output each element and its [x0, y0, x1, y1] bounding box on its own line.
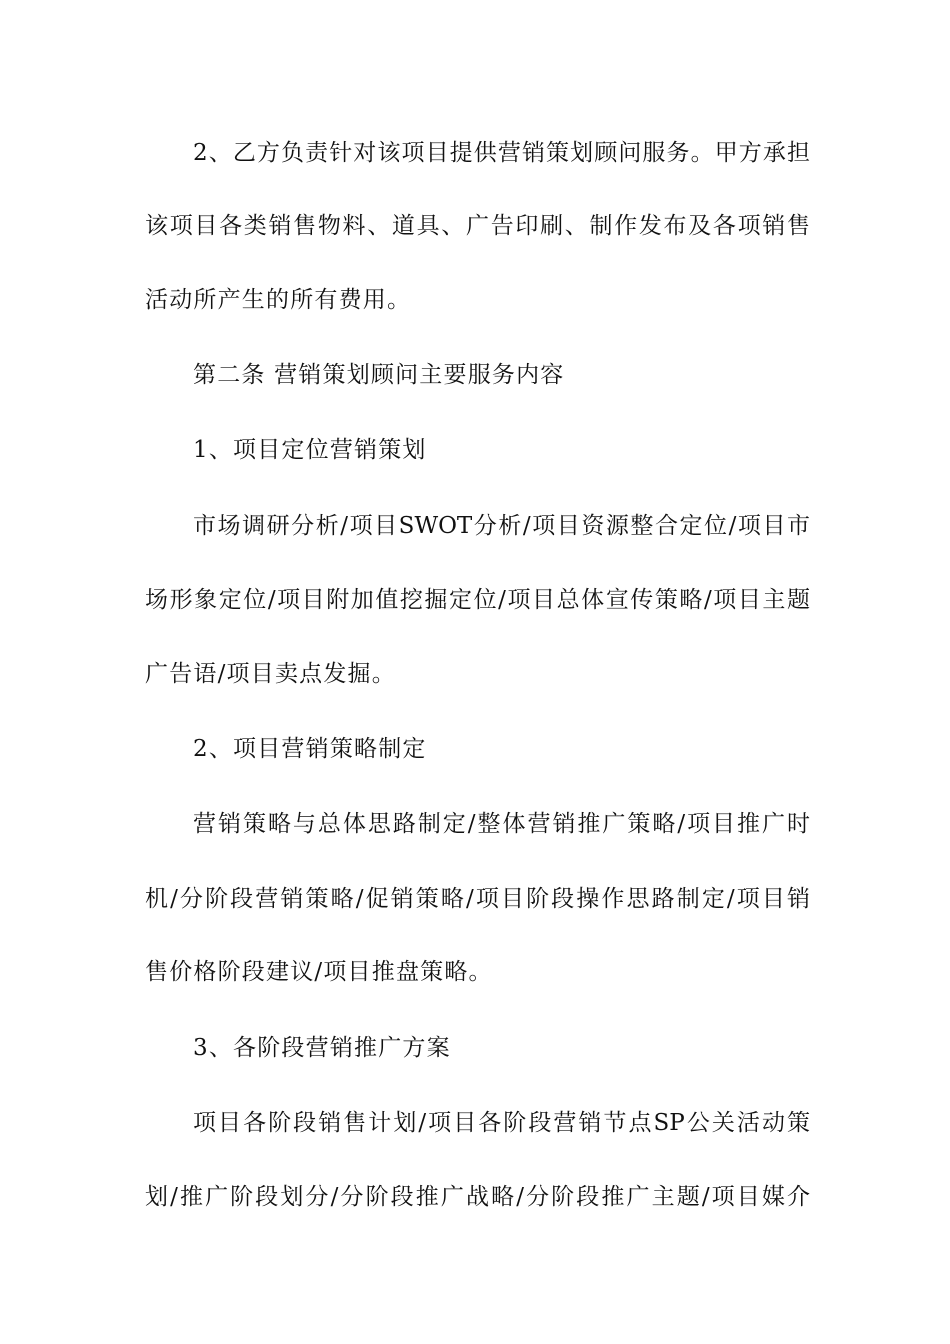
section-heading: 2、项目营销策略制定: [193, 736, 427, 762]
paragraph-line: 广告语/项目卖点发掘。: [145, 661, 396, 687]
paragraph-line: 售价格阶段建议/项目推盘策略。: [145, 959, 493, 985]
article-heading: 第二条 营销策划顾问主要服务内容: [193, 362, 565, 388]
paragraph-line: 项目各阶段销售计划/项目各阶段营销节点SP公关活动策: [193, 1110, 810, 1136]
paragraph-line: 机/分阶段营销策略/促销策略/项目阶段操作思路制定/项目销: [145, 886, 810, 912]
paragraph-line: 活动所产生的所有费用。: [145, 287, 412, 313]
paragraph-line: 2、乙方负责针对该项目提供营销策划顾问服务。甲方承担: [193, 140, 810, 166]
paragraph-line: 该项目各类销售物料、道具、广告印刷、制作发布及各项销售: [145, 213, 810, 239]
paragraph-line: 划/推广阶段划分/分阶段推广战略/分阶段推广主题/项目媒介: [145, 1184, 810, 1210]
section-heading: 3、各阶段营销推广方案: [193, 1035, 451, 1061]
paragraph-line: 营销策略与总体思路制定/整体营销推广策略/项目推广时: [193, 811, 810, 837]
section-heading: 1、项目定位营销策划: [193, 437, 427, 463]
paragraph-line: 场形象定位/项目附加值挖掘定位/项目总体宣传策略/项目主题: [145, 587, 810, 613]
paragraph-line: 市场调研分析/项目SWOT分析/项目资源整合定位/项目市: [193, 513, 810, 539]
